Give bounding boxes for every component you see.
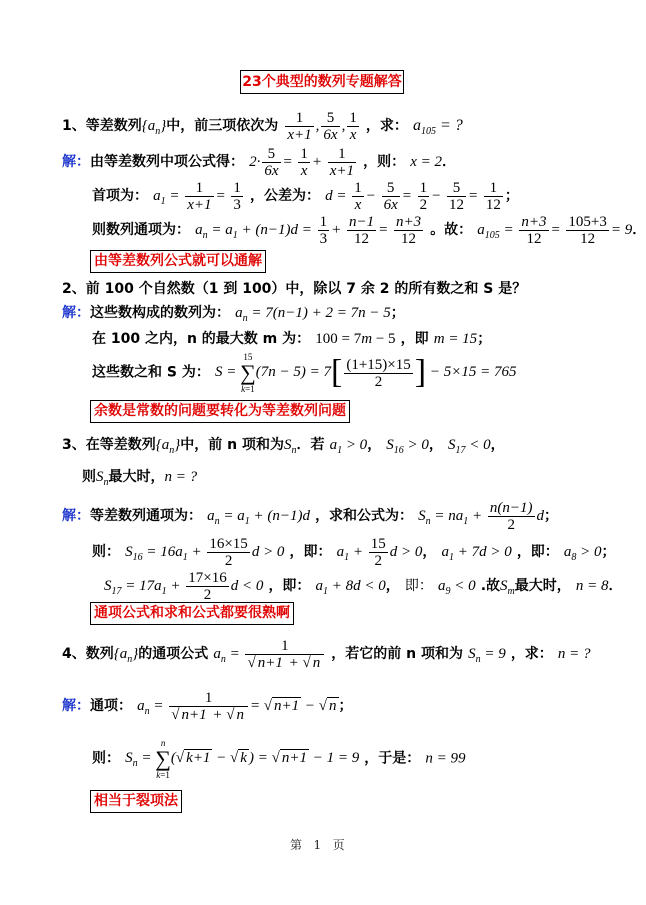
- solve-label: 解：: [62, 305, 90, 321]
- problem-1-note: 由等差数列公式就可以通解: [90, 250, 266, 273]
- problem-3-step-2: 则： $S_{16} = 16a_1$ + $\frac{16\times 15}{2}$ d > 0 ，即： $a_1$ + $\frac{15}{2}$ d > 0， $a_1 + 7d > 0$ ，即： $a_8 > 0$；: [92, 536, 616, 569]
- solve-label: 解：: [62, 697, 90, 714]
- page-number: 1: [313, 838, 322, 852]
- problem-1-step-2: 首项为： $a_1$ = $\frac{1}{x+1}$ = $\frac{1}{3}$ ，公差为： d = $\frac{1}{x}$ − $\frac{5}{6x}$ = $\frac{1}{2}$ − $\frac{5}{12}$ = $\frac{1}{12}$ ；: [92, 180, 519, 213]
- problem-1-question: 1、等差数列$\{a_n\}$中，前三项依次为 $\frac{1}{x+1}$ , $\frac{5}{6x}$ , $\frac{1}{x}$ ，求： $a_{105}$ = ?: [62, 110, 463, 143]
- problem-4-note: 相当于裂项法: [90, 790, 182, 813]
- problem-1-step-1: 解：由等差数列中项公式得： 2· $\frac{5}{6x}$ = $\frac{1}{x}$ + $\frac{1}{x+1}$ ，则： x = 2．: [62, 146, 457, 179]
- page-footer: 第 1 页: [290, 838, 345, 852]
- problem-2-question: 2、前 100 个自然数（1 到 100）中，除以 7 余 2 的所有数之和 S 是？: [62, 281, 527, 297]
- solve-label: 解：: [62, 153, 90, 170]
- problem-3-step-1: 解：等差数列通项为： $a_n = a_1 + (n-1)d$ ，求和公式为： $S_n = na_1$ + $\frac{n(n-1)}{2}$ d；: [62, 500, 559, 533]
- problem-4-question: 4、数列$\{a_n\}$的通项公式 $a_n$ = $\frac{1}{√ n+1 + √ n}$ ，若它的前 n 项和为 $S_n = 9$ ，求： n = ?: [62, 638, 591, 671]
- problem-2-step-1: 解：这些数构成的数列为： $a_n = 7(n-1) + 2 = 7n - 5$；: [62, 305, 405, 324]
- problem-1-step-3: 则数列通项为： $a_n = a_1 + (n-1)d$ = $\frac{1}{3}$ + $\frac{n-1}{12}$ = $\frac{n+3}{12}$ 。故： $a_{105}$ = $\frac{n+3}{12}$ = $\frac{105+3}{12}$ = 9．: [92, 214, 646, 247]
- problem-4-step-2: 则： $S_n$ = n ∑ k=1 (√ k+1 − √ k ) = √ n+1 − 1 = 9 ，于是： n = 99: [92, 738, 466, 780]
- problem-3-question-2: 则$S_n$最大时，n = ?: [82, 469, 198, 488]
- problem-3-note: 通项公式和求和公式都要很熟啊: [90, 602, 294, 625]
- problem-3-question: 3、在等差数列$\{a_n\}$中，前 n 项和为$S_n$．若 $a_1 > 0$， $S_{16} > 0$， $S_{17} < 0$，: [62, 437, 505, 456]
- page-title: 23个典型的数列专题解答: [240, 70, 404, 94]
- problem-2-step-2: 在 100 之内，n 的最大数 m 为： 100 = 7m − 5 ，即 m = 15；: [92, 331, 492, 347]
- problem-4-step-1: 解：通项： $a_n$ = $\frac{1}{√ n+1 + √ n}$ = √ n+1 − √ n ；: [62, 690, 353, 723]
- problem-2-note: 余数是常数的问题要转化为等差数列问题: [90, 400, 350, 423]
- problem-3-step-3: $S_{17} = 17a_1$ + $\frac{17\times 16}{2}$ d < 0 ，即： $a_1 + 8d < 0$， 即： $a_9 < 0$ .故$S_m$最大时， n = 8．: [104, 570, 623, 603]
- solve-label: 解：: [62, 507, 90, 524]
- problem-2-step-3: 这些数之和 S 为： S = 15 ∑ k=1 (7n − 5) = 7[ $\frac{(1+15)\times 15}{2}$ ] − 5×15 = 765: [92, 352, 517, 394]
